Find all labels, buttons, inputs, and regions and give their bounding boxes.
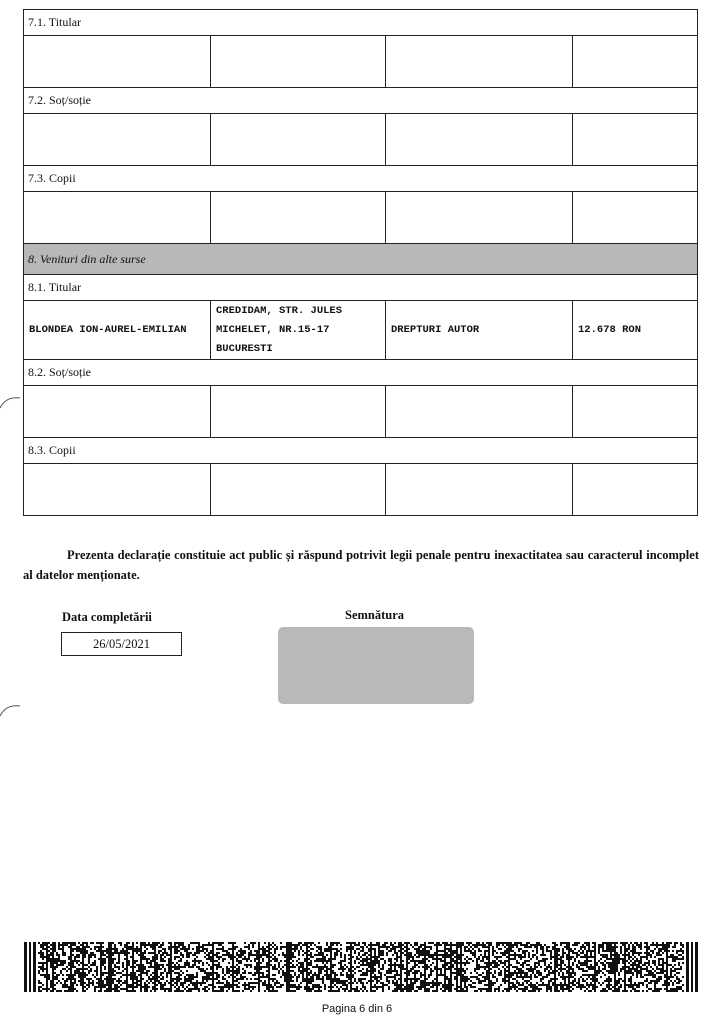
- barcode-image: [24, 942, 698, 992]
- income-beneficiary: BLONDEA ION-AUREL-EMILIAN: [24, 301, 211, 360]
- declaration-text: Prezenta declarație constituie act public și răspund potrivit legii penale pentru inexactitatea sau caracterul incomplet al datelor menționate.: [23, 548, 699, 582]
- income-table: [23, 9, 698, 516]
- table-row: [24, 192, 698, 244]
- page-number: Pagina 6 din 6: [321, 1003, 393, 1015]
- section-8-3-label: 8.3. Copii: [24, 438, 698, 464]
- section-7-1-label: 7.1. Titular: [24, 10, 698, 36]
- section-7-3-label: 7.3. Copii: [24, 166, 698, 192]
- section-8-header: 8. Venituri din alte surse: [24, 244, 698, 275]
- table-row: [24, 114, 698, 166]
- punch-hole-mark-icon: [0, 700, 22, 722]
- signature-redacted-box: [278, 627, 474, 704]
- section-8-1-label: 8.1. Titular: [24, 275, 698, 301]
- table-row: [24, 36, 698, 88]
- completion-date-label: Data completării: [62, 610, 152, 624]
- punch-hole-mark-icon: [0, 392, 22, 414]
- section-7-2-label: 7.2. Soț/soție: [24, 88, 698, 114]
- section-8-2-label: 8.2. Soț/soție: [24, 360, 698, 386]
- table-row: [24, 301, 698, 360]
- signature-label: Semnătura: [345, 608, 405, 622]
- table-row: [24, 464, 698, 516]
- table-row: [24, 386, 698, 438]
- income-source: CREDIDAM, STR. JULES MICHELET, NR.15-17 BUCURESTI: [211, 301, 386, 360]
- income-service: DREPTURI AUTOR: [386, 301, 573, 360]
- income-amount: 12.678 RON: [573, 301, 698, 360]
- completion-date-value: 26/05/2021: [61, 632, 182, 656]
